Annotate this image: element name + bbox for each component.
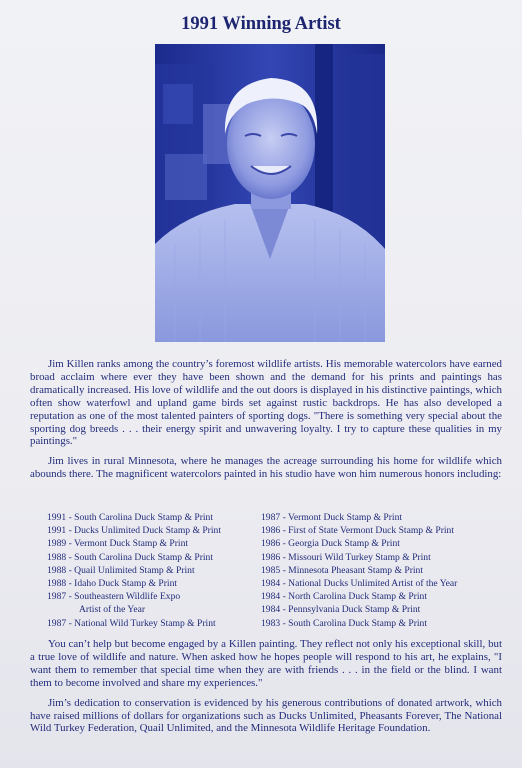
honor-item: 1986 - First of State Vermont Duck Stamp & Print	[261, 525, 455, 537]
closing-paragraph-1: You can’t help but become engaged by a Killen painting. They reflect not only his exceptional skill, but a true love of wildlife and nature. When asked how he hopes people will respond to his art, he explains, "I want them to remember that special time when they are with friends . . . in the field or the blind. I want them to become involved and share my experiences."	[30, 638, 502, 689]
intro-paragraph-1: Jim Killen ranks among the country’s foremost wildlife artists. His memorable watercolors have earned broad acclaim where ever they have been shown and the demand for his prints and paintings has dramatically increased. His love of wildlife and the out doors is displayed in his distinctive paintings, which often show waterfowl and upland game birds set against rustic backdrops. He has also developed a reputation as one of the most talented painters of sporting dogs. "There is something very special about the sporting dog breeds . . . their energy spirit and unwavering loyalty. I try to capture these qualities in my paintings."	[30, 358, 502, 448]
honor-item: 1984 - Pennsylvania Duck Stamp & Print	[261, 604, 421, 616]
honor-item: 1989 - Vermont Duck Stamp & Print	[47, 538, 189, 550]
closing-text	[30, 638, 502, 735]
honor-item-continuation: Artist of the Year	[79, 604, 146, 616]
honor-item: 1988 - Idaho Duck Stamp & Print	[47, 578, 178, 590]
honors-list	[47, 511, 497, 630]
artist-portrait-photo	[155, 44, 385, 342]
closing-paragraph-2: Jim’s dedication to conservation is evidenced by his generous contributions of donated artwork, which have raised millions of dollars for organizations such as Ducks Unlimited, Pheasants Forever, The National Wild Turkey Federation, Quail Unlimited, and the Minnesota Wildlife Heritage Foundation.	[30, 696, 502, 735]
intro-paragraph-2: Jim lives in rural Minnesota, where he manages the acreage surrounding his home for wildlife which abounds there. The magnificent watercolors painted in his studio have won him numerous honors including:	[30, 455, 502, 481]
portrait-illustration	[155, 44, 385, 342]
page-title: 1991 Winning Artist	[181, 14, 341, 34]
honor-item: 1988 - South Carolina Duck Stamp & Print	[47, 551, 214, 563]
honor-item: 1987 - Southeastern Wildlife Expo	[47, 591, 181, 603]
honors-column-left	[47, 511, 261, 630]
honor-item: 1987 - National Wild Turkey Stamp & Print	[47, 617, 216, 629]
honor-item: 1988 - Quail Unlimited Stamp & Print	[47, 564, 195, 576]
honor-item: 1991 - South Carolina Duck Stamp & Print	[47, 512, 214, 523]
honor-item: 1983 - South Carolina Duck Stamp & Print	[261, 617, 428, 629]
honor-item: 1986 - Georgia Duck Stamp & Print	[261, 538, 400, 550]
intro-text	[30, 358, 502, 481]
honor-item: 1984 - National Ducks Unlimited Artist of the Year	[261, 578, 458, 590]
honor-item: 1991 - Ducks Unlimited Duck Stamp & Print	[47, 525, 222, 537]
honor-item: 1984 - North Carolina Duck Stamp & Print	[261, 591, 428, 603]
honor-item: 1986 - Missouri Wild Turkey Stamp & Print	[261, 551, 431, 563]
honors-column-right	[261, 511, 497, 630]
honor-item: 1987 - Vermont Duck Stamp & Print	[261, 512, 403, 523]
honor-item: 1985 - Minnesota Pheasant Stamp & Print	[261, 564, 424, 576]
